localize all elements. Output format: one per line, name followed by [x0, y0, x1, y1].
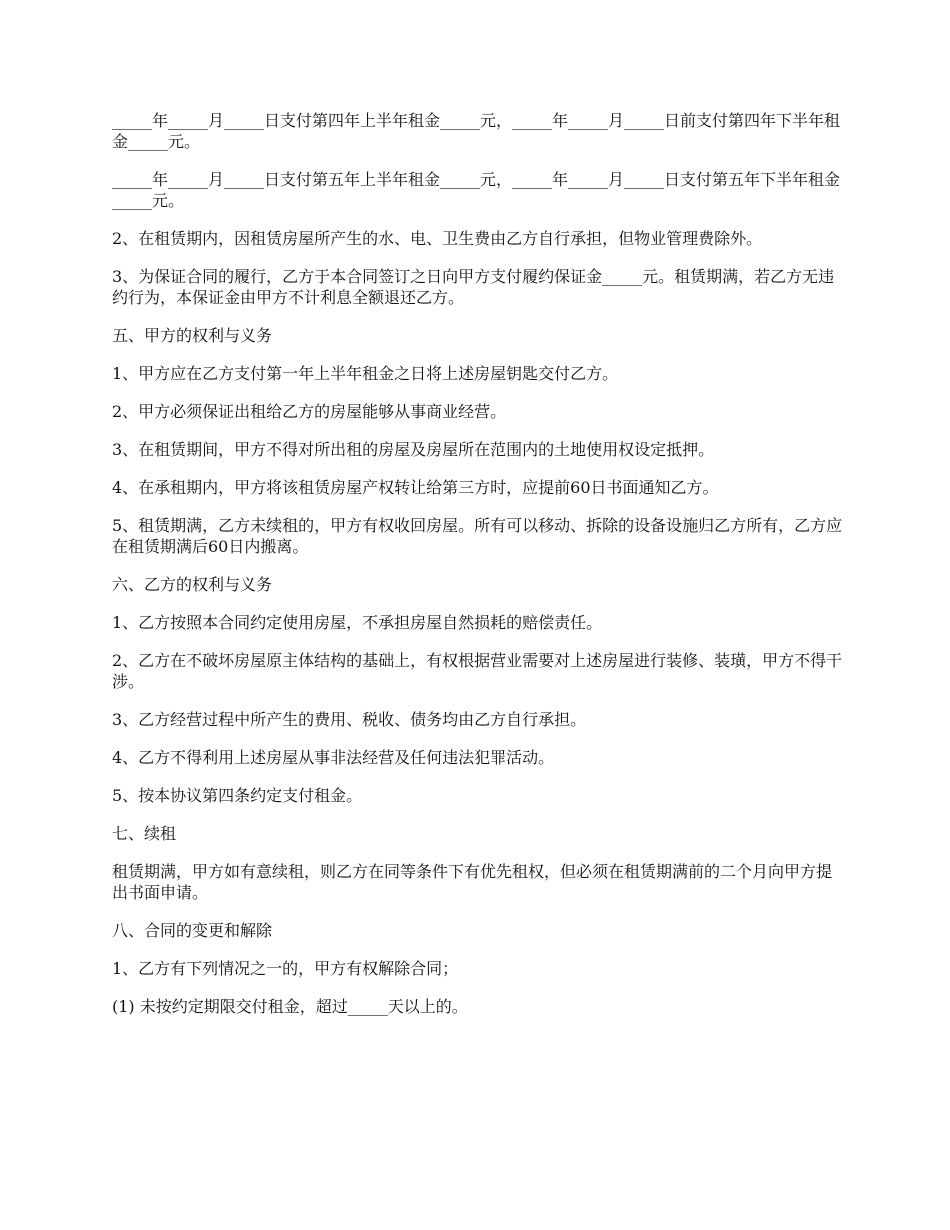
- party-b-clause-5: 5、按本协议第四条约定支付租金。: [112, 786, 363, 805]
- party-b-clause-3: 3、乙方经营过程中所产生的费用、税收、债务均由乙方自行承担。: [112, 710, 587, 729]
- clause-deposit: 3、为保证合同的履行，乙方于本合同签订之日向甲方支付履约保证金_____元。租赁期满，若乙方无违约行为，本保证金由甲方不计利息全额退还乙方。: [112, 267, 835, 307]
- rent-schedule-year4: _____年_____月_____日支付第四年上半年租金_____元，_____年_____月_____日前支付第四年下半年租金_____元。: [112, 111, 841, 151]
- clause-utilities: 2、在租赁期内，因租赁房屋所产生的水、电、卫生费由乙方自行承担，但物业管理费除外。: [112, 229, 763, 248]
- renewal-clause: 租赁期满，甲方如有意续租，则乙方在同等条件下有优先租权，但必须在租赁期满前的二个月向甲方提出书面申请。: [112, 862, 833, 902]
- party-b-clause-2: 2、乙方在不破坏房屋原主体结构的基础上，有权根据营业需要对上述房屋进行装修、装璜，甲方不得干涉。: [112, 651, 843, 691]
- section-heading-party-b: 六、乙方的权利与义务: [112, 575, 273, 594]
- rent-schedule-year5: _____年_____月_____日支付第五年上半年租金_____元，_____年_____月_____日支付第五年下半年租金_____元。: [112, 170, 841, 210]
- section-heading-party-a: 五、甲方的权利与义务: [112, 326, 273, 345]
- party-a-clause-2: 2、甲方必须保证出租给乙方的房屋能够从事商业经营。: [112, 402, 507, 421]
- party-a-clause-1: 1、甲方应在乙方支付第一年上半年租金之日将上述房屋钥匙交付乙方。: [112, 364, 619, 383]
- document-body: [112, 110, 847, 1034]
- termination-item-1: (1) 未按约定期限交付租金，超过_____天以上的。: [112, 997, 468, 1016]
- party-a-clause-4: 4、在承租期内，甲方将该租赁房屋产权转让给第三方时，应提前60日书面通知乙方。: [112, 478, 719, 497]
- termination-clause-1: 1、乙方有下列情况之一的，甲方有权解除合同；: [112, 959, 459, 978]
- party-a-clause-5: 5、租赁期满，乙方未续租的，甲方有权收回房屋。所有可以移动、拆除的设备设施归乙方所有，乙方应在租赁期满后60日内搬离。: [112, 516, 843, 556]
- party-a-clause-3: 3、在租赁期间，甲方不得对所出租的房屋及房屋所在范围内的土地使用权设定抵押。: [112, 440, 715, 459]
- party-b-clause-1: 1、乙方按照本合同约定使用房屋，不承担房屋自然损耗的赔偿责任。: [112, 613, 603, 632]
- party-b-clause-4: 4、乙方不得利用上述房屋从事非法经营及任何违法犯罪活动。: [112, 748, 555, 767]
- section-heading-renewal: 七、续租: [112, 824, 177, 843]
- section-heading-termination: 八、合同的变更和解除: [112, 921, 273, 940]
